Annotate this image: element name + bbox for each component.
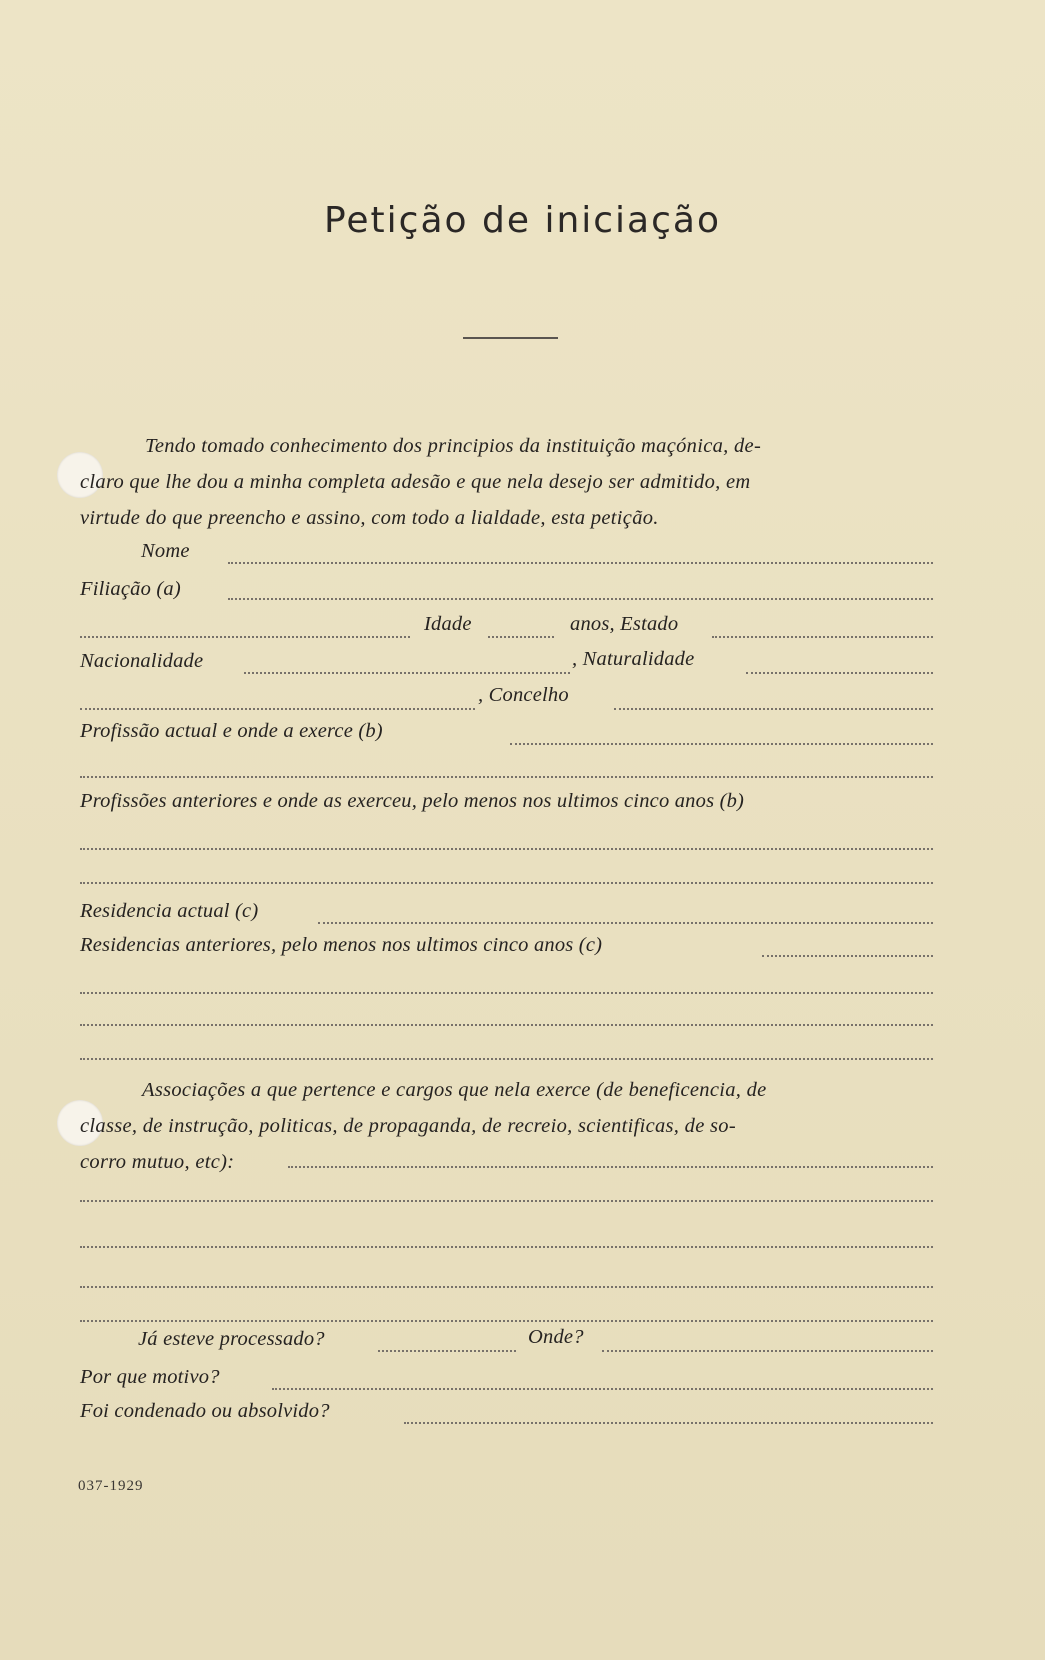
- motivo-label: Por que motivo?: [80, 1366, 220, 1388]
- naturalidade-field-continued[interactable]: [80, 708, 475, 710]
- residencias-label: Residencias anteriores, pelo menos nos ultimos cinco anos (c): [80, 934, 603, 956]
- intro-line-1: Tendo tomado conhecimento dos principios da instituição maçónica, de-: [145, 435, 762, 457]
- condenado-label: Foi condenado ou absolvido?: [80, 1400, 330, 1422]
- form-code: 037-1929: [78, 1478, 144, 1494]
- associacoes-field[interactable]: [288, 1166, 933, 1168]
- processado-field[interactable]: [378, 1350, 516, 1352]
- intro-line-3: virtude do que preencho e assino, com todo a lialdade, esta petição.: [80, 507, 659, 529]
- profissao-field[interactable]: [510, 743, 933, 745]
- profissoes-label: Profissões anteriores e onde as exerceu, pelo menos nos ultimos cinco anos (b): [80, 790, 745, 812]
- nacionalidade-field[interactable]: [244, 672, 570, 674]
- profissoes-field-line-1[interactable]: [80, 848, 933, 850]
- intro-paragraph: [80, 428, 934, 536]
- profissao-label: Profissão actual e onde a exerce (b): [80, 720, 383, 742]
- nome-field[interactable]: [228, 562, 933, 564]
- naturalidade-field[interactable]: [746, 672, 933, 674]
- associacoes-field-line-4[interactable]: [80, 1286, 933, 1288]
- residencias-field-line-3[interactable]: [80, 1024, 933, 1026]
- page-title: Petição de iniciação: [323, 200, 721, 241]
- residencias-field-line-2[interactable]: [80, 992, 933, 994]
- residencia-label: Residencia actual (c): [80, 900, 259, 922]
- profissoes-field-line-2[interactable]: [80, 882, 933, 884]
- residencias-field[interactable]: [762, 955, 933, 957]
- intro-line-2: claro que lhe dou a minha completa adesão e que nela desejo ser admitido, em: [80, 471, 751, 493]
- concelho-label: , Concelho: [478, 684, 569, 706]
- filiacao-field-continued[interactable]: [80, 636, 410, 638]
- residencia-field[interactable]: [318, 922, 933, 924]
- profissao-field-line-2[interactable]: [80, 776, 933, 778]
- nacionalidade-label: Nacionalidade: [80, 650, 204, 672]
- idade-label: Idade: [424, 613, 472, 635]
- naturalidade-label: , Naturalidade: [572, 648, 695, 670]
- title-underline: [463, 337, 558, 339]
- concelho-field[interactable]: [614, 708, 933, 710]
- associacoes-field-line-2[interactable]: [80, 1200, 933, 1202]
- onde-field[interactable]: [602, 1350, 933, 1352]
- anos-estado-label: anos, Estado: [570, 613, 679, 635]
- associacoes-line-1: Associações a que pertence e cargos que nela exerce (de beneficencia, de: [142, 1079, 767, 1101]
- residencias-field-line-4[interactable]: [80, 1058, 933, 1060]
- associacoes-field-line-3[interactable]: [80, 1246, 933, 1248]
- idade-field[interactable]: [488, 636, 554, 638]
- nome-label: Nome: [141, 540, 190, 562]
- associacoes-line-3: corro mutuo, etc):: [80, 1151, 235, 1173]
- motivo-field[interactable]: [272, 1388, 933, 1390]
- onde-label: Onde?: [528, 1326, 584, 1348]
- condenado-field[interactable]: [404, 1422, 933, 1424]
- filiacao-field[interactable]: [228, 598, 933, 600]
- estado-field[interactable]: [712, 636, 933, 638]
- associacoes-paragraph: [80, 1072, 934, 1180]
- processado-label: Já esteve processado?: [138, 1328, 325, 1350]
- associacoes-line-2: classe, de instrução, politicas, de propaganda, de recreio, scientificas, de so-: [80, 1115, 736, 1137]
- associacoes-field-line-5[interactable]: [80, 1320, 933, 1322]
- filiacao-label: Filiação (a): [80, 578, 181, 600]
